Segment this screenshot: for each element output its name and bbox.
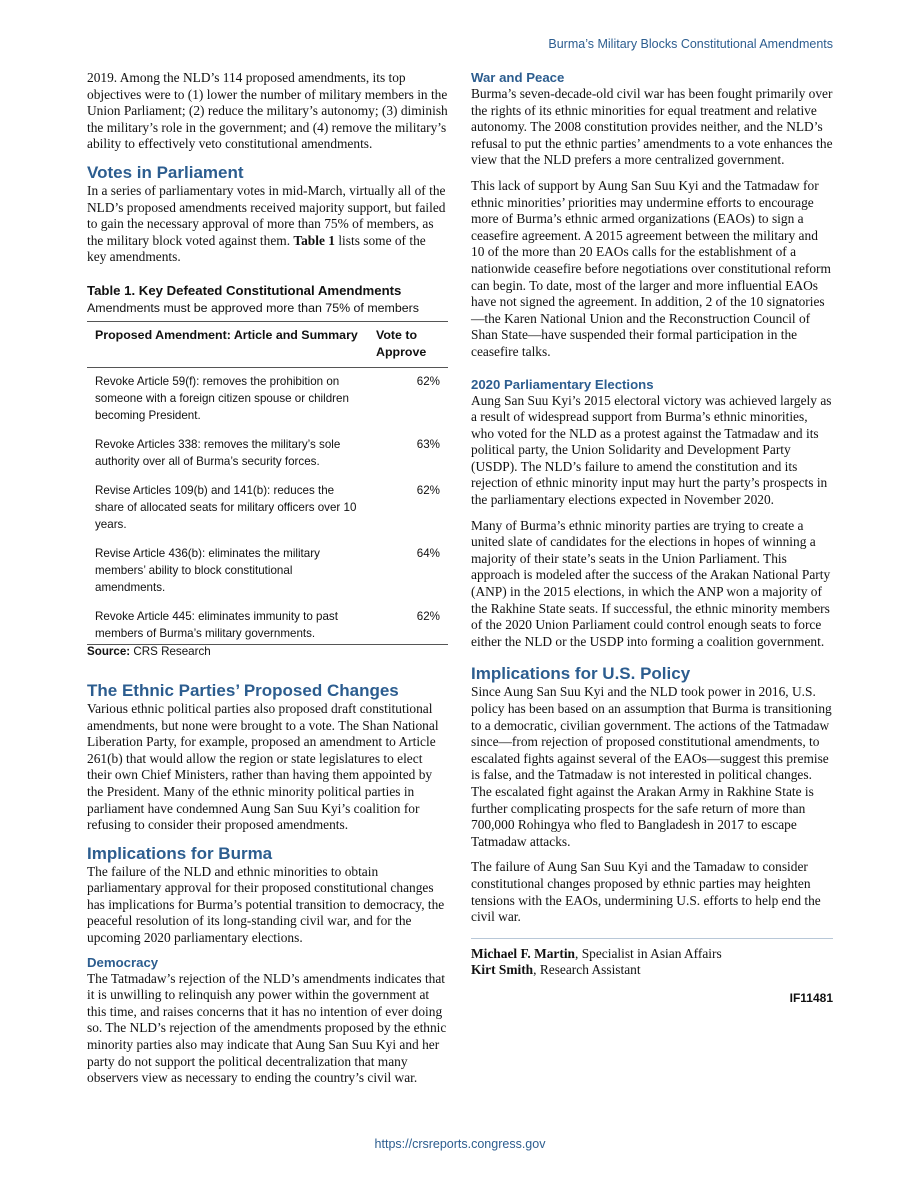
table-row: [87, 540, 448, 603]
amendment-cell: Revoke Articles 338: removes the military’s sole authority over all of Burma’s security forces.: [95, 437, 341, 468]
table-row: [87, 477, 448, 540]
vote-cell: 62%: [416, 374, 440, 388]
ethnic-parties-paragraph: Various ethnic political parties also proposed draft constitutional amendments, but none were brought to a vote. The Shan National Liberation Party, for example, proposed an amendment to Article 261(b) that would allow the region or state legislatures to elect their own Chief Ministers, rather than having them appointed by the President. Many of the ethnic minority political parties in parliament have condemned Aung San Suu Kyi’s coalition for refusing to consider their proposed amendments.: [87, 700, 439, 833]
democracy-paragraph: The Tatmadaw’s rejection of the NLD’s amendments indicates that it is unwilling to relinquish any power within the government at this time, and raises concerns that it has no intention of ever doing so. The NLD’s rejection of the amendments proposed by the ethnic minority parties also may indicate that Aung San Suu Kyi and her party do not support the political decentralization that many observers view as necessary to ending the country’s civil war.: [87, 970, 447, 1086]
author-line: [471, 962, 833, 979]
table-row: [87, 603, 448, 645]
implications-burma-heading: Implications for Burma: [87, 843, 273, 863]
amendments-table: [87, 321, 448, 645]
us-policy-paragraph-1: Since Aung San Suu Kyi and the NLD took power in 2016, U.S. policy has been based on an assumption that Burma is transitioning to a democratic, civilian government. The actions of the Tatmadaw since—from rejection of proposed constitutional amendments, to escalated fights against several of the EAOs—suggest this premise is false, and the Tatmadaw is not interested in political changes. The escalated fight against the Arakan Army in Rakhine State is further complicating prospects for the safe return of more than 700,000 Rohingya who fled to Bangladesh in 2017 to escape Tatmadaw attacks.: [471, 684, 832, 849]
vote-cell: 64%: [416, 546, 440, 560]
author-line: [471, 946, 833, 963]
source-label: Source:: [87, 644, 131, 658]
amendment-cell: Revise Article 436(b): eliminates the military members’ ability to block constitutional amendments.: [95, 546, 320, 594]
author-name: Kirt Smith: [471, 962, 534, 978]
votes-text-tail: lists some of the key amendments.: [87, 232, 426, 265]
war-peace-heading: War and Peace: [471, 70, 565, 85]
table-subtitle: Amendments must be approved more than 75% of members: [87, 300, 419, 315]
author-divider: [471, 938, 833, 939]
elections-heading: 2020 Parliamentary Elections: [471, 376, 654, 392]
running-header-title: Burma’s Military Blocks Constitutional Amendments: [548, 37, 833, 51]
votes-paragraph: [87, 183, 448, 266]
amendment-cell: Revise Articles 109(b) and 141(b): reduces the share of allocated seats for military officers over 10 years.: [95, 483, 357, 531]
vote-cell: 62%: [368, 603, 448, 645]
table-header-row: [87, 321, 448, 367]
left-column: [87, 70, 448, 1087]
amendment-cell: Revoke Article 59(f): removes the prohibition on someone with a foreign citizen spouse or children becoming President.: [95, 374, 349, 422]
author-role: , Research Assistant: [533, 962, 641, 978]
document-id: IF11481: [789, 990, 833, 1005]
col-header-amendment: Proposed Amendment: Article and Summary: [87, 321, 368, 367]
table-row: [87, 367, 448, 431]
us-policy-paragraph-2: The failure of Aung San Suu Kyi and the Tamadaw to consider constitutional changes proposed by ethnic parties may heighten tensions with the EAOs, undermining U.S. efforts to help end the civil war.: [471, 859, 821, 925]
table-title: Table 1. Key Defeated Constitutional Amendments: [87, 282, 402, 298]
us-policy-heading: Implications for U.S. Policy: [471, 664, 691, 684]
right-column: [471, 70, 833, 1005]
votes-heading: Votes in Parliament: [87, 162, 244, 182]
war-peace-paragraph-1: Burma’s seven-decade-old civil war has been fought primarily over the rights of its ethnic minorities for equal treatment and relative autonomy. The 2008 constitution provides neither, and the NLD’s refusal to put the ethnic parties’ amendments to a vote enhances the view that the NLD prefers a more centralized government.: [471, 86, 833, 168]
table-reference: Table 1: [293, 232, 335, 248]
source-text: CRS Research: [130, 644, 211, 658]
votes-text: In a series of parliamentary votes in mid-March, virtually all of the NLD’s proposed amendments received majority support, but failed to gain the necessary approval of more than 75% of members, as the military block voted against them.: [87, 182, 446, 248]
amendment-cell: Revoke Article 445: eliminates immunity to past members of Burma’s military governments.: [87, 603, 368, 645]
table-source: [87, 645, 448, 659]
implications-burma-paragraph: The failure of the NLD and ethnic minorities to obtain parliamentary approval for their proposed constitutional changes has implications for Burma’s potential transition to democracy, the peaceful resolution of its long-standing civil war, and for the upcoming 2020 parliamentary elections.: [87, 863, 445, 946]
elections-paragraph-2: Many of Burma’s ethnic minority parties are trying to create a united slate of candidates for the elections in hopes of winning a majority of their state’s seats in the Union Parliament. This approach is modeled after the success of the Arakan National Party (ANP) in the 2015 elections, in which the ANP won a majority of the Rakhine State seats. If successful, the ethnic minority members of the 2020 Union Parliament could control enough seats to force either the NLD or the USDP into forming a coalition government.: [471, 517, 831, 649]
footer-url-link[interactable]: https://crsreports.congress.gov: [374, 1137, 546, 1151]
table-row: [87, 431, 448, 477]
elections-paragraph-1: Aung San Suu Kyi’s 2015 electoral victory was achieved largely as a result of widespread support from Burma’s ethnic minorities, who voted for the NLD as a protest against the Tatmadaw and its political party, the Union Solidarity and Development Party (USDP). The NLD’s failure to amend the constitution and its rejection of ethnic minority input may hurt the party’s prospects in the parliamentary elections expected in November 2020.: [471, 392, 832, 508]
author-role: , Specialist in Asian Affairs: [575, 945, 722, 961]
vote-cell: 62%: [416, 483, 440, 497]
intro-paragraph: 2019. Among the NLD’s 114 proposed amendments, its top objectives were to (1) lower the number of military members in the Union Parliament; (2) reduce the military’s autonomy; (3) diminish the military’s role in the government; and (4) remove the military’s ability to effectively veto constitutional amendments.: [87, 70, 448, 152]
col-header-vote: Vote to Approve: [368, 321, 448, 367]
ethnic-parties-heading: The Ethnic Parties’ Proposed Changes: [87, 680, 399, 700]
democracy-heading: Democracy: [87, 954, 159, 970]
vote-cell: 63%: [416, 437, 440, 451]
war-peace-paragraph-2: This lack of support by Aung San Suu Kyi and the Tatmadaw for ethnic minorities’ priorities may undermine efforts to encourage more of Burma’s ethnic armed organizations (EAOs) to sign a ceasefire agreement. A 2015 agreement between the military and 10 of the more than 20 EAOs calls for the establishment of a nationwide ceasefire before negotiations over constitutional reform can begin. To date, most of the larger and more influential EAOs have not signed the agreement. In addition, 2 of the 10 signatories—the Karen National Union and the Reconstruction Council of Shan State—have suspended their formal participation in the ceasefire talks.: [471, 177, 831, 359]
author-name: Michael F. Martin: [471, 945, 576, 961]
